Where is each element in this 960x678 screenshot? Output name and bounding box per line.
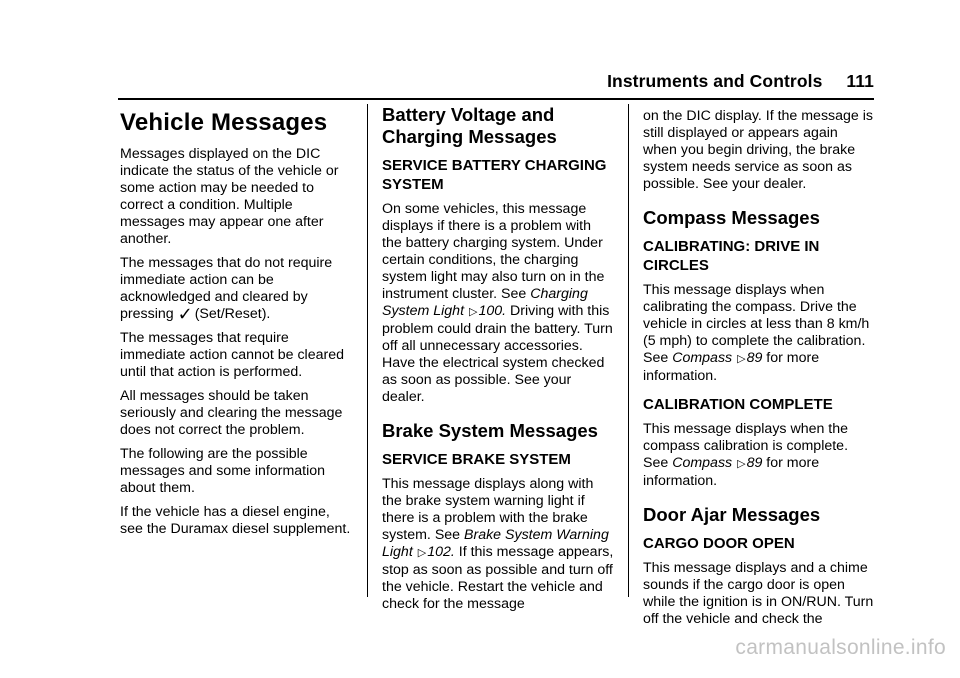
paragraph: The messages that require immediate action cannot be cleared until that action is performed. xyxy=(120,330,344,380)
paragraph: The following are the possible messages and some information about them. xyxy=(120,446,326,496)
page-arrow-icon: ▷ xyxy=(468,306,478,318)
page-ref[interactable]: 89 xyxy=(746,350,763,366)
column-divider-1 xyxy=(367,104,368,597)
paragraph: On some vehicles, this message displays if there is a problem with the battery charging system. Under certain conditions, the charging system light may also turn on in the instrument cluster. See Charging System Light ▷100. Driving with this problem could drain the battery. Turn off all unnecessary accessories. Have the electrical system checked as soon as possible. See your dealer. xyxy=(382,201,613,405)
paragraph: The messages that do not require immediate action can be acknowledged and cleared by pressing ✓ (Set/Reset). xyxy=(120,255,333,324)
brake-heading: Brake System Messages xyxy=(382,420,598,441)
header-rule xyxy=(118,98,874,100)
page-ref[interactable]: 89 xyxy=(746,455,763,471)
page-number: 111 xyxy=(846,71,874,91)
service-battery-subheading: SERVICE BATTERY CHARGING SYSTEM xyxy=(382,157,607,193)
page-arrow-icon: ▷ xyxy=(737,458,746,470)
column-2 xyxy=(382,104,614,612)
column-3 xyxy=(643,108,875,627)
charging-system-light-link[interactable]: Charging System Light xyxy=(382,286,588,319)
calibration-complete-subheading: CALIBRATION COMPLETE xyxy=(643,396,833,413)
compass-heading: Compass Messages xyxy=(643,207,820,228)
page-arrow-icon: ▷ xyxy=(737,353,746,365)
page-arrow-icon: ▷ xyxy=(417,547,427,559)
paragraph: This message displays and a chime sounds if the cargo door is open while the ignition is in ON/RUN. Turn off the vehicle and check the xyxy=(643,560,874,627)
column-1 xyxy=(120,110,352,598)
page-header xyxy=(607,71,874,92)
paragraph: All messages should be taken seriously and clearing the message does not correct the problem. xyxy=(120,388,343,438)
column-divider-2 xyxy=(628,104,629,597)
compass-link[interactable]: Compass xyxy=(672,455,733,471)
paragraph: This message displays when the compass calibration is complete. See Compass ▷89 for more information. xyxy=(643,421,849,489)
brake-warning-light-link[interactable]: Brake System Warning Light xyxy=(382,527,609,560)
service-brake-subheading: SERVICE BRAKE SYSTEM xyxy=(382,451,571,468)
section-title: Instruments and Controls xyxy=(607,71,823,91)
paragraph: Messages displayed on the DIC indicate the status of the vehicle or some action may be needed to correct a condition. Multiple messages may appear one after another. xyxy=(120,146,339,247)
door-ajar-heading: Door Ajar Messages xyxy=(643,504,821,525)
paragraph: on the DIC display. If the message is still displayed or appears again when you begin driving, the brake system needs service as soon as possible. See your dealer. xyxy=(643,108,873,192)
cargo-door-subheading: CARGO DOOR OPEN xyxy=(643,535,795,552)
calibrating-subheading: CALIBRATING: DRIVE IN CIRCLES xyxy=(643,238,820,274)
page-ref[interactable]: 100. xyxy=(478,303,507,319)
watermark: carmanualsonline.info xyxy=(735,636,946,659)
check-icon: ✓ xyxy=(177,304,193,324)
paragraph: If the vehicle has a diesel engine, see the Duramax diesel supplement. xyxy=(120,504,351,537)
battery-heading: Battery Voltage and Charging Messages xyxy=(382,104,557,147)
compass-link[interactable]: Compass xyxy=(672,350,733,366)
vehicle-messages-heading: Vehicle Messages xyxy=(120,109,328,136)
page-ref[interactable]: 102. xyxy=(427,544,455,560)
paragraph: This message displays along with the brake system warning light if there is a problem with the brake system. See Brake System Warning Light ▷102. If this message appears, stop as soon as possible and turn off the vehicle. Restart the vehicle and check for the message xyxy=(382,476,614,612)
paragraph: This message displays when calibrating the compass. Drive the vehicle in circles at less than 8 km/h (5 mph) to complete the calibration. See Compass ▷89 for more information. xyxy=(643,282,870,384)
